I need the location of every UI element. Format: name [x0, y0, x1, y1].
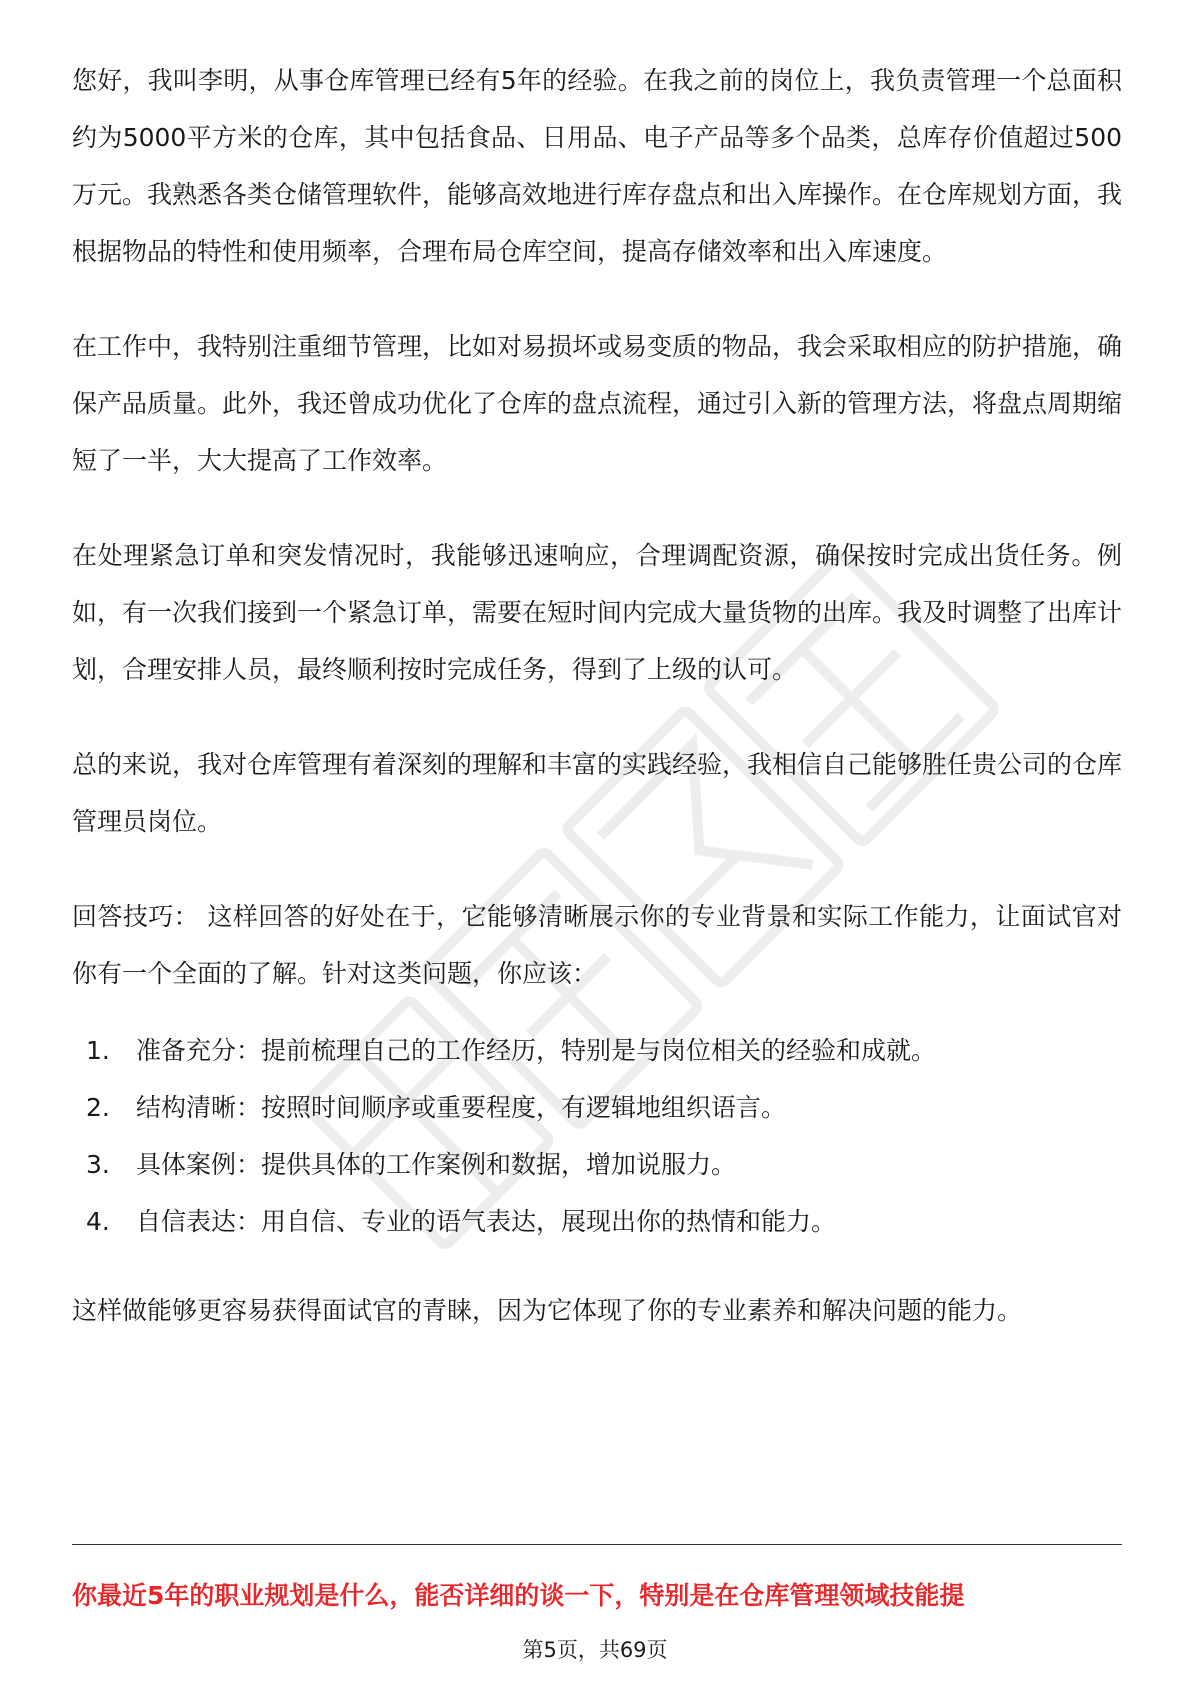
list-item-number: 4.: [86, 1207, 110, 1236]
paragraph-summary: 总的来说，我对仓库管理有着深刻的理解和丰富的实践经验，我相信自己能够胜任贵公司的仓库管理员岗位。: [72, 750, 1123, 836]
paragraph-answer-tips: 回答技巧： 这样回答的好处在于，它能够清晰展示你的专业背景和实际工作能力，让面试官对你有一个全面的了解。针对这类问题，你应该：: [72, 902, 1122, 988]
section-divider: [72, 1544, 1122, 1545]
list-item-number: 3.: [86, 1150, 110, 1179]
list-item-text: 准备充分：提前梳理自己的工作经历，特别是与岗位相关的经验和成就。: [136, 1036, 937, 1065]
tips-list: [72, 1022, 1122, 1250]
paragraph-urgent-orders: 在处理紧急订单和突发情况时，我能够迅速响应，合理调配资源，确保按时完成出货任务。例如，有一次我们接到一个紧急订单，需要在短时间内完成大量货物的出库。我及时调整了出库计划，合理安排人员，最终顺利按时完成任务，得到了上级的认可。: [72, 541, 1123, 684]
list-item-number: 2.: [86, 1093, 110, 1122]
list-item-text: 具体案例：提供具体的工作案例和数据，增加说服力。: [136, 1150, 737, 1179]
list-item-text: 结构清晰：按照时间顺序或重要程度，有逻辑地组织语言。: [136, 1093, 787, 1122]
paragraph-intro: 您好，我叫李明，从事仓库管理已经有5年的经验。在我之前的岗位上，我负责管理一个总面积约为5000平方米的仓库，其中包括食品、日用品、电子产品等多个品类，总库存价值超过500万元。我熟悉各类仓储管理软件，能够高效地进行库存盘点和出入库操作。在仓库规划方面，我根据物品的特性和使用频率，合理布局仓库空间，提高存储效率和出入库速度。: [72, 66, 1123, 266]
list-item-text: 自信表达：用自信、专业的语气表达，展现出你的热情和能力。: [136, 1207, 837, 1236]
list-item-number: 1.: [86, 1036, 110, 1065]
list-item: [72, 1193, 1122, 1250]
list-item: [72, 1079, 1122, 1136]
next-question-heading: 你最近5年的职业规划是什么，能否详细的谈一下，特别是在仓库管理领域技能提: [72, 1581, 965, 1610]
document-body: [72, 52, 1122, 1377]
paragraph-closing: 这样做能够更容易获得面试官的青睐，因为它体现了你的专业素养和解决问题的能力。: [72, 1296, 1023, 1325]
list-item: [72, 1022, 1122, 1079]
paragraph-detail-management: 在工作中，我特别注重细节管理，比如对易损坏或易变质的物品，我会采取相应的防护措施，确保产品质量。此外，我还曾成功优化了仓库的盘点流程，通过引入新的管理方法，将盘点周期缩短了一半，大大提高了工作效率。: [72, 332, 1123, 475]
page-number-footer: 第5页，共69页: [522, 1638, 668, 1662]
list-item: [72, 1136, 1122, 1193]
